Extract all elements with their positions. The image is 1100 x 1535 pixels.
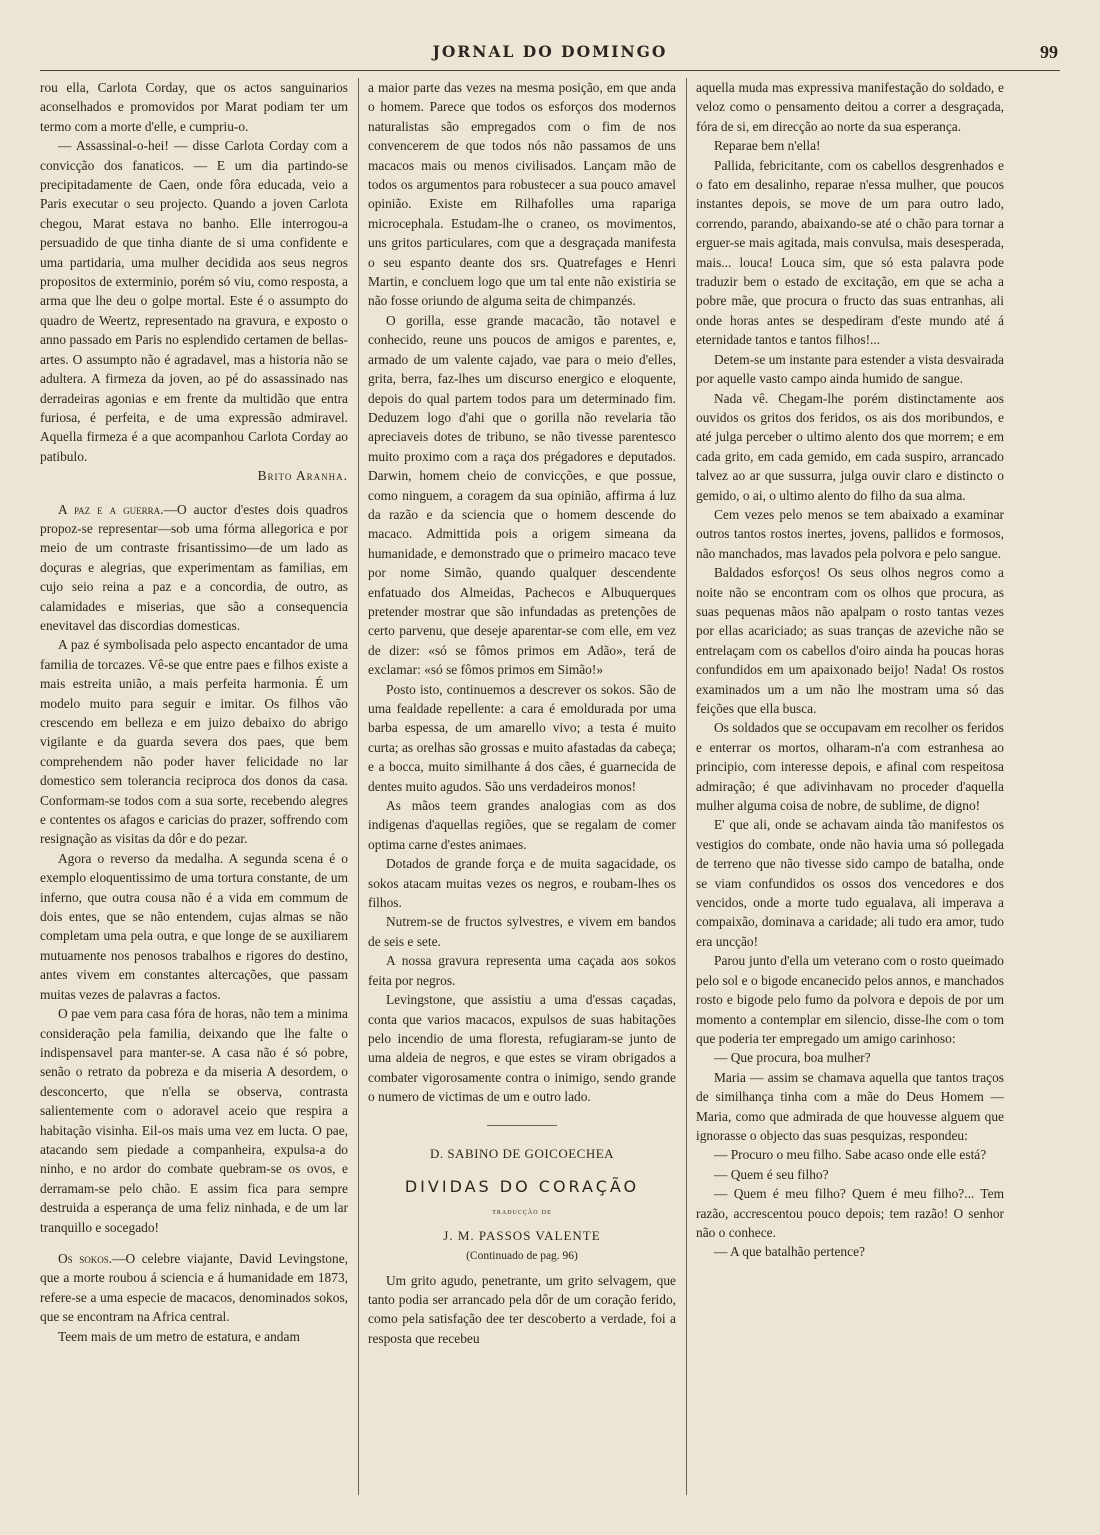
spacer xyxy=(40,1237,348,1249)
paragraph: Nutrem-se de fructos sylvestres, e vivem em bandos de seis e sete. xyxy=(368,914,676,949)
column-1 xyxy=(40,78,348,1495)
paragraph: Detem-se um instante para estender a vista desvairada por aquelle vasto campo ainda humido de sangue. xyxy=(696,351,1004,387)
page-number: 99 xyxy=(1040,42,1058,62)
paragraph: — A que batalhão pertence? xyxy=(714,1244,865,1260)
story-title: DIVIDAS DO CORAÇÃO xyxy=(404,1176,640,1196)
paragraph: As mãos teem grandes analogias com as dos indigenas d'aquellas regiões, que se regalam de comer optima carne d'estes animaes. xyxy=(368,798,676,852)
section-divider xyxy=(487,1125,557,1126)
paragraph: aquella muda mas expressiva manifestação do soldado, e veloz como o pensamento deitou a correr a desgraçada, fóra de si, em direcção ao norte da sua esperança. xyxy=(696,80,1004,134)
paragraph: A nossa gravura representa uma caçada aos sokos feita por negros. xyxy=(368,953,676,988)
paragraph: — Assassinal-o-hei! — disse Carlota Corday com a convicção dos fanaticos. — E um dia partindo-se precipitadamente de Caen, onde fôra educada, veio a Paris executar o seu projecto. Quando a joven Carlota chegou, Marat estava no banho. Elle interrogou-a persuadido de que tinha diante de si uma confidente e uma partidaria, uma mulher decidida aos seus negros propositos de exterminio, porém só viu, como resposta, a arma que lhe deu o golpe mortal. Este é o assumpto do quadro de Weertz, representado na gravura, e exposto o anno passado em Paris no esplendido certamen de bellas-artes. O assumpto não é agradavel, mas a historia não se adultera. A firmeza da joven, ao pé do assassinado nas derradeiras agonias e em frente da multidão que entra furiosa, é perfeita, e de uma expressão admiravel. Aquella firmeza é a que acompanhou Carlota Corday ao patibulo. xyxy=(40,138,348,464)
paragraph: Dotados de grande força e de muita sagacidade, os sokos atacam muitas vezes os negros, e roubam-lhes os filhos. xyxy=(368,856,676,911)
paragraph: Pallida, febricitante, com os cabellos desgrenhados e o fato em desalinho, reparae n'essa mulher, que poucos instantes depois, se move de um para outro lado, correndo, parando, abaixando-se até o chão para tornar a erguer-se mais agitada, mais convulsa, mais desesperada, mais... louca! Louca sim, que só esta palavra pode traduzir bem o estado de excitação, em que se acha a pobre mãe, que procura o fructo das suas entranhas, ali onde horas antes se despediram d'este mundo até á eternidade tantos e tantos filhos!... xyxy=(696,157,1004,348)
story-author: D. SABINO DE GOICOECHEA xyxy=(429,1145,615,1161)
paragraph-text: —O celebre viajante, David Levingstone, que a morte roubou á sciencia e á humanidade em 1873, refere-se a uma especie de macacos, denominados sokos, que se encontram na Africa central. xyxy=(40,1250,348,1325)
paragraph: E' que ali, onde se achavam ainda tão manifestos os vestigios do combate, onde não havia uma só pollegada de terreno que não tivesse sido campo de batalha, onde se viam confundidos os ossos dos vencedores e dos vencidos, onde a morte tudo egualava, ali imperava a compaixão, dominava a caridade; ali tudo era amor, tudo era uncção! xyxy=(696,817,1004,949)
signature: Brito Aranha. xyxy=(257,468,348,484)
paragraph xyxy=(40,1249,348,1327)
paragraph: O gorilla, esse grande macacão, tão notavel e conhecido, reune uns poucos de amigos e parentes, e, armado de um valente cajado, vae para o meio d'elles, grita, berra, faz-lhes um discurso energico e eloquente, depois do qual partem todos para um determinado fim. Deduzem logo d'ahi que o gorilla não revelaria tão apreciaveis dotes de tribuno, se não tivesse parentesco muito proximo com a raça dos prégadores e deputados. Darwin, homem cheio de convicções, e que possue, como ninguem, a coragem da sua opinião, affirma á luz da razão e da sciencia que o homem descende do macaco. Admittida pois a origem simeana da humanidade, e demonstrado que o primeiro macaco teve por nome Simão, quando qualquer descendente enfatuado dos Almeidas, Pachecos e Albuquerques pretender mostrar que são infundadas as pretenções de certo parvenu, que deseje aparentar-se com elle, em vez de dizer: «só se fômos primos em Adão», terá de exclamar: «só se fômos primos em Simão!» xyxy=(368,312,676,678)
paragraph: Maria — assim se chamava aquella que tantos traços de similhança tinha com a mãe do Deus Homem — Maria, como que admirada de que houvesse alguem que ignorasse o objecto das suas pesquizas, respondeu: xyxy=(696,1069,1004,1143)
translator-name: J. M. PASSOS VALENTE xyxy=(443,1227,601,1243)
column-divider xyxy=(686,78,687,1495)
paragraph: Os soldados que se occupavam em recolher os feridos e enterrar os mortos, olharam-n'a com estranhesa ao principio, com interesse depois, e afinal com respeitosa admiração; é que adivinhavam no proceder d'aquella mulher alguma coisa de nobre, de sublime, de digno! xyxy=(696,720,1004,814)
column-divider xyxy=(358,78,359,1495)
paragraph: Posto isto, continuemos a descrever os sokos. São de uma fealdade repellente: a cara é emoldurada por uma barba espessa, de um amarello vivo; a testa é muito curta; as orelhas são grossas e muito afastadas da cabeça; e a bocca, muito similhante á dos cães, é guarnecida de dentes muito agudos. São uns verdadeiros monos! xyxy=(368,681,676,794)
column-2 xyxy=(368,78,676,1495)
paragraph: Levingstone, que assistiu a uma d'essas caçadas, conta que varios macacos, expulsos de suas habitações pelo incendio de uma floresta, refugiaram-se junto de uma aldeia de negros, e que estes se viram obrigados a combater vigorosamente contra o inimigo, sendo grande o numero de victimas de um e outro lado. xyxy=(368,992,676,1105)
column-3 xyxy=(696,78,1004,1495)
paragraph: rou ella, Carlota Corday, que os actos sanguinarios aconselhados e promovidos por Marat podiam ter um termo com a morte d'elle, e cumpriu-o. xyxy=(40,80,348,134)
paragraph: — Quem é seu filho? xyxy=(714,1166,829,1182)
translation-label: traducção de xyxy=(492,1206,552,1217)
paragraph: Um grito agudo, penetrante, um grito selvagem, que tanto podia ser arrancado pela dôr de um coração ferido, como pela satisfação dee ter descoberto a verdade, foi a resposta que recebeu xyxy=(368,1272,676,1346)
section-lead: A paz e a guerra. xyxy=(58,501,164,517)
paragraph: A paz é symbolisada pelo aspecto encantador de uma familia de torcazes. Vê-se que entre paes e filhos existe a mais estreita união, a mais perfeita harmonia. É um modelo muito para seguir e imitar. Os filhos vão crescendo em belleza e em juizo debaixo do abrigo vigilante e da guarda severa dos paes, que bem comprehendem não poder haver felicidade no lar domestico sem tolerancia reciproca dos donos da casa. Conformam-se todos com a sua sorte, recebendo alegres e contentes os afagos e caricias do prazer, soffrendo com resignação as visitas da dôr e do pezar. xyxy=(40,637,348,847)
paragraph xyxy=(40,500,348,636)
paragraph: O pae vem para casa fóra de horas, não tem a minima consideração pela familia, deixando que lhe falte o indispensavel para manter-se. A casa não é só pobre, senão o retrato da pobreza e da miseria A desordem, o desconcerto, que n'ella se observa, contrasta salientemente com o adoravel aceio que respira a habitação visinha. Eil-os mais uma vez em lucta. O pae, atacando sem piedade a companheira, expulsa-a do ninho, e no ardor do combate quebram-se os ovos, e derramam-se pelo chão. E assim fica para sempre destruida a esperança de uma feliz ninhada, e de um lar tranquillo e socegado! xyxy=(40,1006,348,1235)
paragraph: Agora o reverso da medalha. A segunda scena é o exemplo eloquentissimo de uma tortura constante, de um inferno, que outra cousa não é a vida em commum de dois entes, que se não entendem, cujas almas se não completam uma pela outra, e que longe de se auxiliarem mutuamente nos penosos trabalhos e rigores do destino, antes vivem em constantes altercações, que passam muitas vezes de palavras a factos. xyxy=(40,850,348,1002)
paragraph: Parou junto d'ella um veterano com o rosto queimado pelo sol e o bigode encanecido pelos annos, e manchados rosto e bigode pelo fumo da polvora e depois de por um momento a contemplar em silencio, disse-lhe com o tom que poderia ter empregado um amigo carinhoso: xyxy=(696,953,1004,1046)
paragraph: Cem vezes pelo menos se tem abaixado a examinar outros tantos rostos inertes, jovens, pallidos e formosos, não manchados, mas lavados pela polvora e pelo sangue. xyxy=(696,506,1004,561)
paragraph: — Procuro o meu filho. Sabe acaso onde elle está? xyxy=(714,1147,987,1163)
continued-note: (Continuado de pag. 96) xyxy=(466,1250,578,1263)
paragraph: Teem mais de um metro de estatura, e andam xyxy=(58,1328,300,1344)
page-header xyxy=(40,38,1060,71)
paragraph: a maior parte das vezes na mesma posição, em que anda o homem. Parece que todos os esforços dos modernos naturalistas são empregados com o fim de nos convencerem de que todos nós não passamos de uns macacos mais ou menos civilisados. Lançam mão de todos os argumentos para robustecer a sua pouco amavel opinião. Existe em Rilhafolles uma rapariga microcephala. Estudam-lhe o craneo, os movimentos, uns gritos particulares, com que a desgraçada manifesta o seu espanto deante dos srs. Quatrefages e Henri Martin, e concluem logo que um tal ente não existiria se não fosse oriundo de alguma seita de chimpanzés. xyxy=(368,80,676,309)
paragraph: Baldados esforços! Os seus olhos negros como a noite não se encontram com os olhos que procura, as suas pequenas mãos não apalpam o rosto tantas vezes por ellas acariciado; as suas tranças de azeviche não se entrelaçam com os cabellos d'oiro ainda ha poucas horas confundidos em um apaixonado beijo! Nada! Os rostos examinados um a um não lhe mostram uma só das feições que ella busca. xyxy=(696,565,1004,716)
paragraph: Reparae bem n'ella! xyxy=(714,138,821,154)
masthead: JORNAL DO DOMINGO xyxy=(432,42,668,61)
section-lead: Os sokos. xyxy=(58,1250,113,1266)
paragraph: — Quem é meu filho? Quem é meu filho?... Tem razão, accrescentou pouco depois; tem razão! O senhor não o conhece. xyxy=(696,1186,1004,1240)
paragraph-text: —O auctor d'estes dois quadros propoz-se representar—sob uma fórma allegorica e por meio de um contraste frisantissimo—de um lado as doçuras e alegrias, que experimentam as familias, em cujo seio reina a paz e a concordia, de outro, as calamidades e miserias, que são a consequencia enevitavel das discordias domesticas. xyxy=(40,501,348,633)
paragraph: — Que procura, boa mulher? xyxy=(714,1050,871,1066)
paragraph: Nada vê. Chegam-lhe porém distinctamente aos ouvidos os gritos dos feridos, os ais dos moribundos, e até julga perceber o ultimo alento dos que morrem; e em cada grito, em cada gemido, em cada suspiro, arrancado talvez ao ar que sussurra, julga ouvir claro e distincto o gemido, o ai, o ultimo alento do filho da sua alma. xyxy=(696,390,1004,503)
